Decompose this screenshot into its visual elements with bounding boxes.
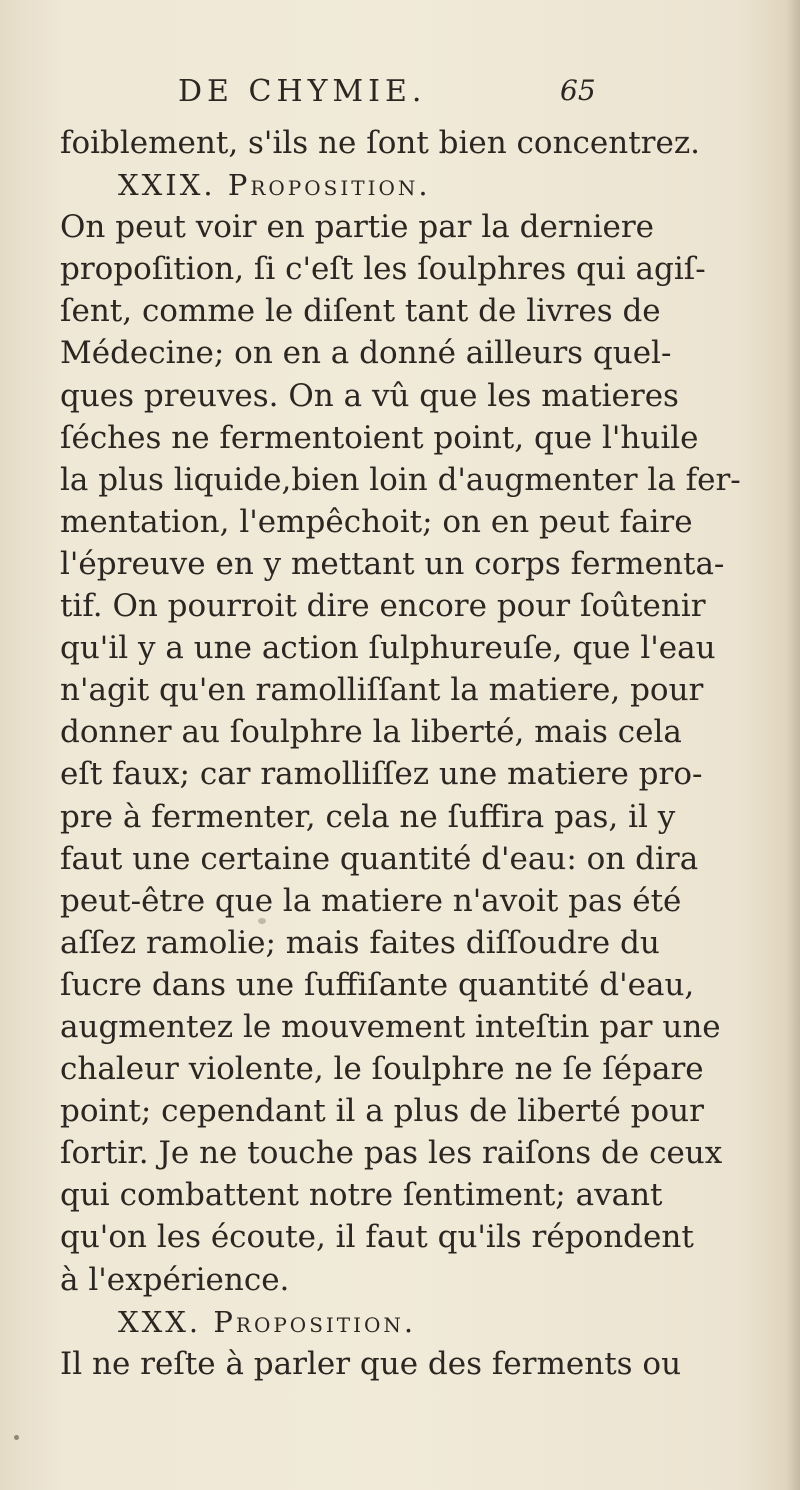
text-line: aſſez ramolie; mais faites diſſoudre du xyxy=(60,924,660,961)
text-line: la plus liquide,bien loin d'augmenter la fer- xyxy=(60,461,741,498)
ink-speck xyxy=(258,918,266,924)
text-line: chaleur violente, le ſoulphre ne ſe ſépare xyxy=(60,1051,704,1088)
body-text xyxy=(60,122,741,1385)
text-line: ſéches ne fermentoient point, que l'huile xyxy=(60,419,699,456)
text-line: tif. On pourroit dire encore pour ſoûtenir xyxy=(60,588,706,625)
text-line: qu'il y a une action ſulphureuſe, que l'eau xyxy=(60,630,716,667)
text-line: ſucre dans une ſuffiſante quantité d'eau, xyxy=(60,966,695,1003)
text-line: n'agit qu'en ramolliſſant la matiere, pour xyxy=(60,672,704,709)
running-head: DE CHYMIE. xyxy=(178,74,427,109)
text-line: qui combattent notre ſentiment; avant xyxy=(60,1177,663,1214)
text-line: ſent, comme le diſent tant de livres de xyxy=(60,293,661,330)
text-line: point; cependant il a plus de liberté pour xyxy=(60,1093,704,1130)
text-line: ſortir. Je ne touche pas les raiſons de ceux xyxy=(60,1135,723,1172)
text-line: propoſition, ſi c'eſt les ſoulphres qui agiſ- xyxy=(60,251,706,288)
text-line: augmentez le mouvement inteſtin par une xyxy=(60,1008,721,1045)
page-header xyxy=(0,74,800,122)
text-line: pre à fermenter, cela ne ſuffira pas, il y xyxy=(60,798,676,835)
text-line: peut-être que la matiere n'avoit pas été xyxy=(60,882,682,919)
text-line: eſt faux; car ramolliſſez une matiere pro- xyxy=(60,756,703,793)
proposition-heading: XXIX. Proposition. xyxy=(118,168,431,203)
page-edge-shadow xyxy=(786,0,800,1490)
proposition-heading: XXX. Proposition. xyxy=(118,1304,417,1339)
text-line: Il ne reſte à parler que des ferments ou xyxy=(60,1345,682,1382)
ink-speck xyxy=(14,1435,19,1440)
text-line: On peut voir en partie par la derniere xyxy=(60,209,654,246)
text-line: donner au ſoulphre la liberté, mais cela xyxy=(60,714,682,751)
text-line: qu'on les écoute, il faut qu'ils répondent xyxy=(60,1219,694,1256)
text-line: foiblement, s'ils ne ſont bien concentrez. xyxy=(60,125,701,161)
page-number: 65 xyxy=(560,74,596,107)
text-line: Médecine; on en a donné ailleurs quel- xyxy=(60,335,672,372)
text-line: faut une certaine quantité d'eau: on dira xyxy=(60,840,699,877)
text-line: l'épreuve en y mettant un corps fermenta- xyxy=(60,545,725,582)
text-line: à l'expérience. xyxy=(60,1261,290,1298)
text-line: mentation, l'empêchoit; on en peut faire xyxy=(60,503,693,540)
text-line: ques preuves. On a vû que les matieres xyxy=(60,377,679,414)
